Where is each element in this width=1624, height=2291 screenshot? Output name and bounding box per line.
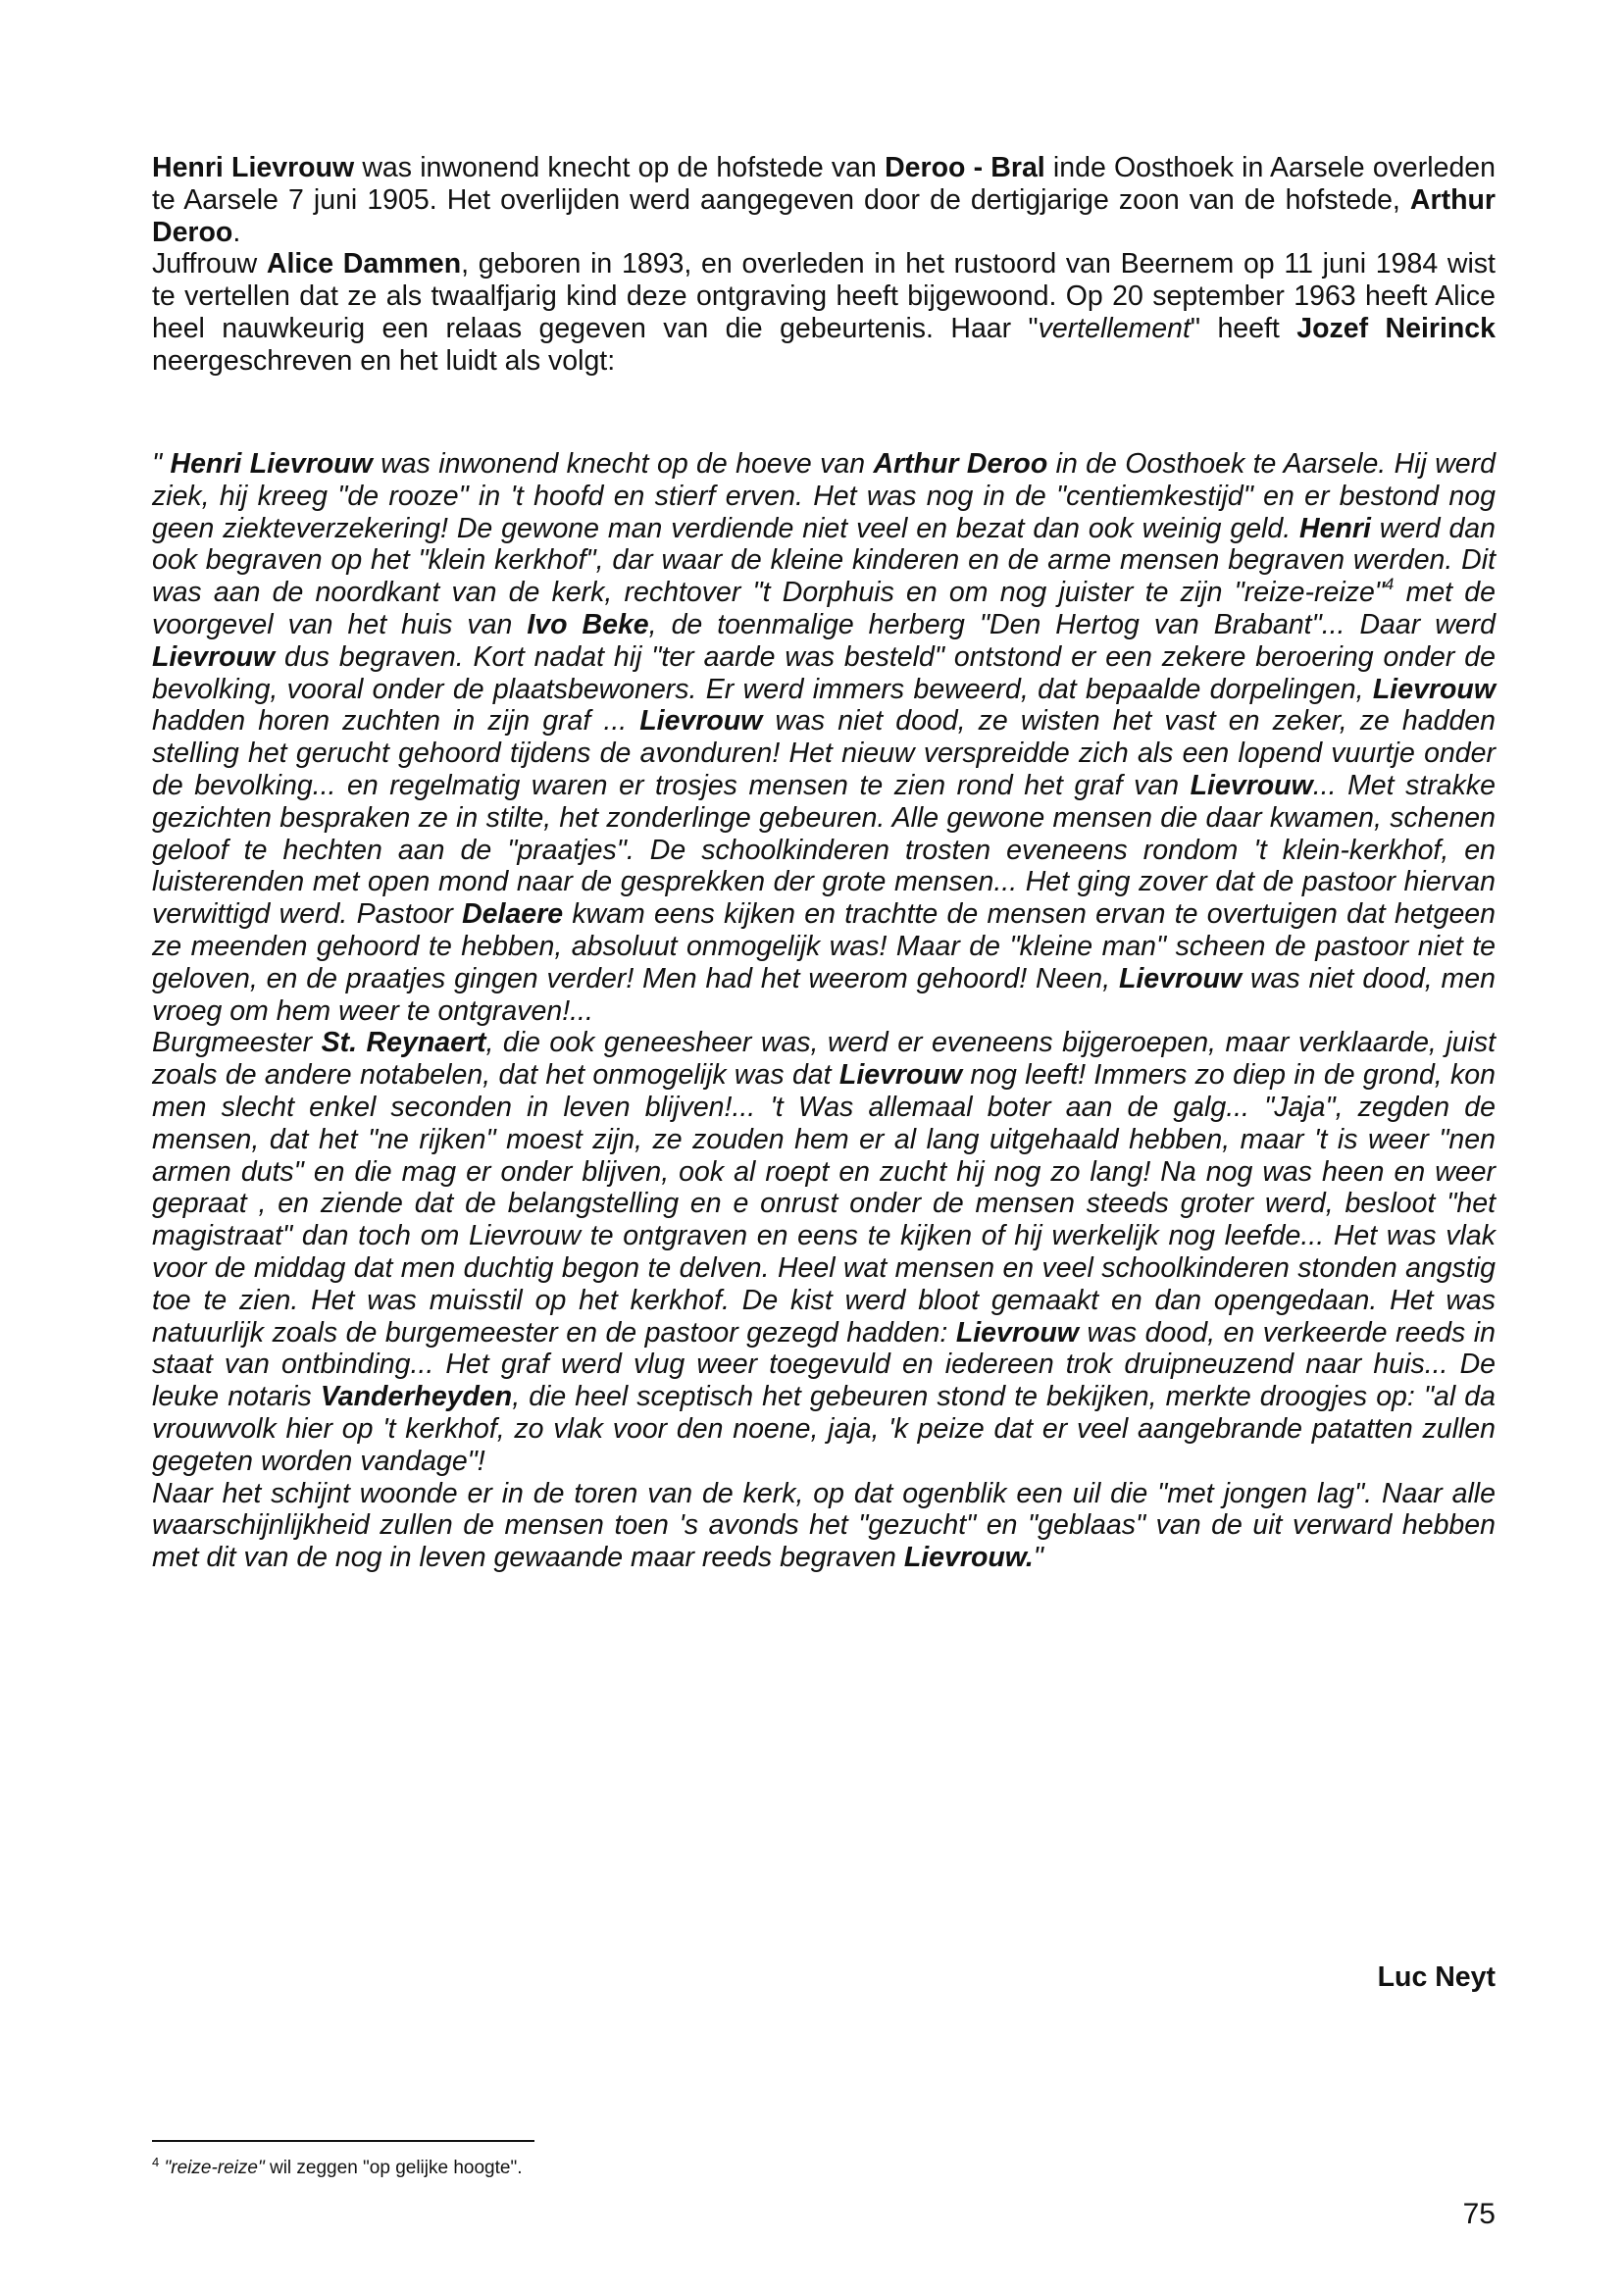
author-signature: Luc Neyt	[1377, 1961, 1496, 1993]
footnote-divider	[152, 2140, 534, 2142]
name-deroo-bral: Deroo - Bral	[885, 152, 1045, 183]
name-alice-dammen: Alice Dammen	[266, 248, 462, 280]
story-paragraph-1: " Henri Lievrouw was inwonend knecht op de hoeve van Arthur Deroo in de Oosthoek te Aarsele. Hij werd ziek, hij kreeg "de rooze" in 't hoofd en stierf erven. Het was nog in de "centiemkestijd" en er bestond nog geen ziekteverzekering! De gewone man verdiende niet veel en bezat dan ook weinig geld. Henri werd dan ook begraven op het "klein kerkhof", dar waar de kleine kinderen en de arme mensen begraven werden. Dit was aan de noordkant van de kerk, rechtover "t Dorphuis en om nog juister te zijn "reize-reize"$^4$ met de voorgevel van het huis van Ivo Beke, de toenmalige herberg "Den Hertog van Brabant"... Daar werd Lievrouw dus begraven. Kort nadat hij "ter aarde was besteld" ontstond er een zekere beroering onder de bevolking, vooral onder de plaatsbewoners. Er werd immers beweerd, dat bepaalde dorpelingen, Lievrouw hadden horen zuchten in zijn graf ... Lievrouw was niet dood, ze wisten het vast en zeker, ze hadden stelling het gerucht gehoord tijdens de avonduren! Het nieuw verspreidde zich als een lopend vuurtje onder de bevolking... en regelmatig waren er trosjes mensen te zien rond het graf van Lievrouw... Met strakke gezichten bespraken ze in stilte, het zonderlinge gebeuren. Alle gewone mensen die daar kwamen, schenen geloof te hechten aan de "praatjes". De schoolkinderen trosten eveneens rondom 't klein-kerkhof, en luisterenden met open mond naar de gesprekken der grote mensen... Het ging zover dat de pastoor hiervan verwittigd werd. Pastoor Delaere kwam eens kijken en trachtte de mensen ervan te overtuigen dat hetgeen ze meenden gehoord te hebben, absoluut onmogelijk was! Maar de "kleine man" scheen de pastoor niet te geloven, en de praatjes gingen verder! Men had het weerom gehoord! Neen, Lievrouw was niet dood, men vroeg om hem weer te ontgraven!...	[152, 448, 1497, 1027]
intro-block	[152, 152, 1496, 378]
name-arthur-deroo: Arthur Deroo	[152, 183, 1496, 248]
footnote-term: "reize-reize"	[164, 2158, 265, 2178]
term-vertellement: vertellement	[1038, 312, 1191, 344]
story-paragraph-2: Burgmeester St. Reynaert, die ook geneesheer was, werd er eveneens bijgeroepen, maar verklaarde, juist zoals de andere notabelen, dat het onmogelijk was dat Lievrouw nog leeft! Immers zo diep in de grond, kon men slecht enkel seconden in leven blijven!... 't Was allemaal boter aan de galg... "Jaja", zegden de mensen, dat het "ne rijken" moest zijn, ze zouden hem er al lang uitgehaald hebben, maar 't is weer "nen armen duts" en die mag er onder blijven, ook al roept en zucht hij nog zo lang! Na nog was heen en weer gepraat , en ziende dat de belangstelling en e onrust onder de mensen steeds groter werd, besloot "het magistraat" dan toch om Lievrouw te ontgraven en eens te kijken of hij werkelijk nog leefde... Het was vlak voor de middag dat men duchtig begon te delven. Heel wat mensen en veel schoolkinderen stonden angstig toe te zien. Het was muisstil op het kerkhof. De kist werd bloot gemaakt en dan opengedaan. Het was natuurlijk zoals de burgemeester en de pastoor gezegd hadden: Lievrouw was dood, en verkeerde reeds in staat van ontbinding... Het graf werd vlug weer toegevuld en iedereen trok druipneuzend naar huis... De leuke notaris Vanderheyden, die heel sceptisch het gebeuren stond te bekijken, merkte droogjes op: "al da vrouwvolk hier op 't kerkhof, zo vlak voor den noene, jaja, 'k peize dat er veel aangebrande patatten zullen gegeten worden vandage"!	[152, 1027, 1496, 1477]
footnote	[152, 2155, 523, 2179]
story-paragraph-3: Naar het schijnt woonde er in de toren van de kerk, op dat ogenblik een uil die "met jongen lag". Naar alle waarschijnlijkheid zullen de mensen toen 's avonds het "gezucht" en "geblaas" van de uit verward hebben met dit van de nog in leven gewaande maar reeds begraven Lievrouw."	[152, 1477, 1496, 1574]
footnote-text: wil zeggen "op gelijke hoogte".	[264, 2158, 523, 2178]
quoted-story	[152, 448, 1496, 1574]
page-number: 75	[1462, 2198, 1496, 2230]
footnote-reference: 4	[1384, 575, 1395, 594]
name-henri-lievrouw: Henri Lievrouw	[152, 152, 355, 183]
name-jozef-neirinck: Jozef Neirinck	[1296, 312, 1496, 344]
intro-paragraph: Henri Lievrouw was inwonend knecht op de hofstede van Deroo - Bral inde Oosthoek in Aarsele overleden te Aarsele 7 juni 1905. Het overlijden werd aangegeven door de dertigjarige zoon van de hofstede, Arthur Deroo. Juffrouw Alice Dammen, geboren in 1893, en overleden in het rustoord van Beernem op 11 juni 1984 wist te vertellen dat ze als twaalfjarig kind deze ontgraving heeft bijgewoond. Op 20 september 1963 heeft Alice heel nauwkeurig een relaas gegeven van die gebeurtenis. Haar "vertellement" heeft Jozef Neirinck neergeschreven en het luidt als volgt:	[152, 152, 1496, 377]
footnote-marker: 4	[152, 2155, 160, 2169]
